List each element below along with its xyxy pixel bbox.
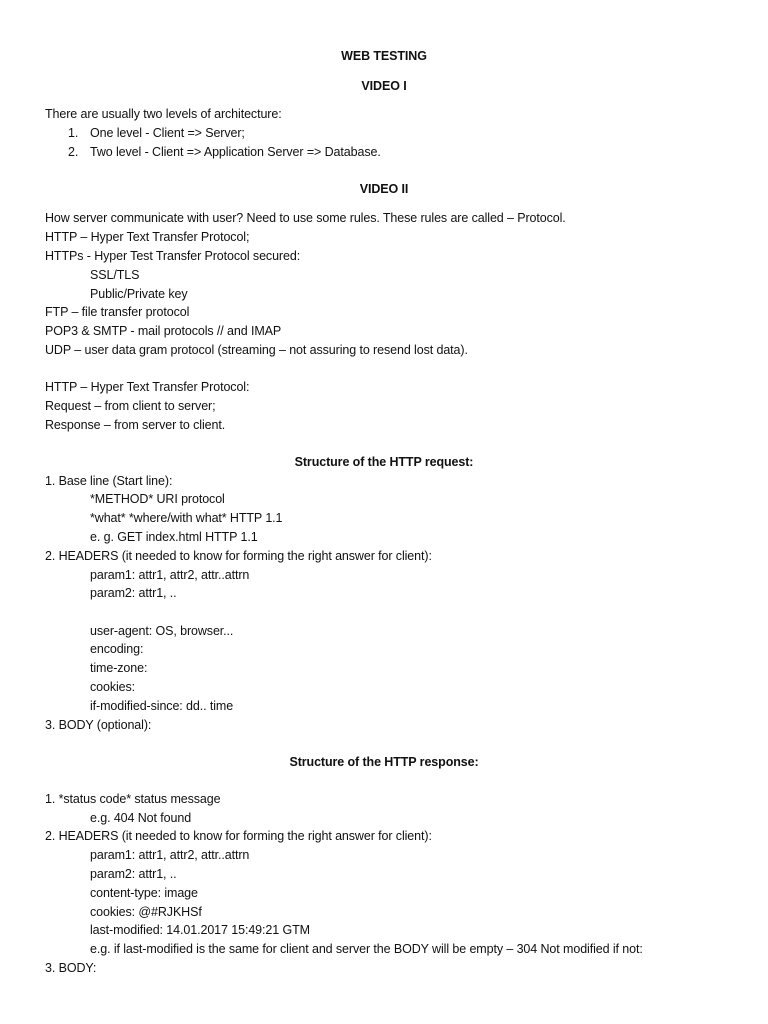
text-line: Public/Private key — [90, 287, 188, 301]
text-line: Request – from client to server; — [45, 399, 216, 413]
text-line: *METHOD* URI protocol — [90, 492, 225, 506]
text-line: 3. BODY: — [45, 961, 97, 975]
text-line: if-modified-since: dd.. time — [90, 699, 234, 713]
text-line: e.g. 404 Not found — [90, 811, 192, 825]
list-item — [68, 124, 245, 142]
text-line: 1. Base line (Start line): — [45, 474, 173, 488]
list-item-number: 2. — [68, 145, 79, 159]
video1-heading: VIDEO I — [361, 79, 407, 93]
text-line: HTTP – Hyper Text Transfer Protocol; — [45, 230, 250, 244]
video2-heading: VIDEO II — [359, 182, 409, 196]
text-line: param1: attr1, attr2, attr..attrn — [90, 848, 250, 862]
text-line: 2. HEADERS (it needed to know for forming the right answer for client): — [45, 829, 432, 843]
text-line: param2: attr1, .. — [90, 586, 177, 600]
list-item-number: 1. — [68, 126, 79, 140]
text-line: time-zone: — [90, 661, 148, 675]
document-title: WEB TESTING — [341, 49, 427, 63]
video1-intro: There are usually two levels of architecture: — [45, 107, 282, 121]
text-line: Response – from server to client. — [45, 418, 226, 432]
text-line: How server communicate with user? Need to use some rules. These rules are called – Protocol. — [45, 211, 566, 225]
text-line: param2: attr1, .. — [90, 867, 177, 881]
text-line: e.g. if last-modified is the same for client and server the BODY will be empty – 304 Not modified if not: — [90, 942, 643, 956]
text-line: 1. *status code* status message — [45, 792, 221, 806]
text-line: last-modified: 14.01.2017 15:49:21 GTM — [90, 923, 310, 937]
request-heading: Structure of the HTTP request: — [294, 455, 474, 469]
text-line: HTTPs - Hyper Test Transfer Protocol secured: — [45, 249, 301, 263]
list-item — [68, 143, 381, 161]
text-line: POP3 & SMTP - mail protocols // and IMAP — [45, 324, 282, 338]
text-line: FTP – file transfer protocol — [45, 305, 190, 319]
text-line: cookies: — [90, 680, 136, 694]
text-line: SSL/TLS — [90, 268, 140, 282]
text-line: content-type: image — [90, 886, 198, 900]
text-line: HTTP – Hyper Text Transfer Protocol: — [45, 380, 250, 394]
list-item-text: Two level - Client => Application Server => Database. — [90, 145, 381, 159]
text-line: user-agent: OS, browser... — [90, 624, 234, 638]
response-heading: Structure of the HTTP response: — [289, 755, 479, 769]
text-line: UDP – user data gram protocol (streaming – not assuring to resend lost data). — [45, 343, 468, 357]
text-line: param1: attr1, attr2, attr..attrn — [90, 568, 250, 582]
text-line: encoding: — [90, 642, 144, 656]
text-line: cookies: @#RJKHSf — [90, 905, 202, 919]
list-item-text: One level - Client => Server; — [90, 126, 245, 140]
text-line: *what* *where/with what* HTTP 1.1 — [90, 511, 283, 525]
text-line: 3. BODY (optional): — [45, 718, 152, 732]
text-line: 2. HEADERS (it needed to know for forming the right answer for client): — [45, 549, 432, 563]
text-line: e. g. GET index.html HTTP 1.1 — [90, 530, 258, 544]
